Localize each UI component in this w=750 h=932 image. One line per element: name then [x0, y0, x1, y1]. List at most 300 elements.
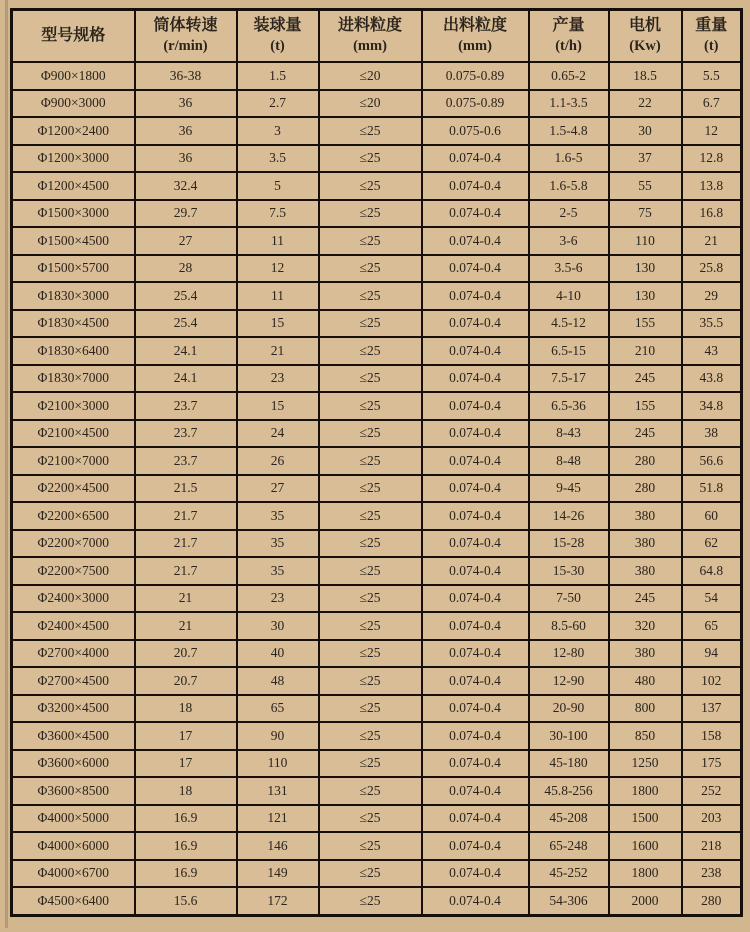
table-cell: ≤25 — [319, 365, 422, 393]
table-cell: ≤25 — [319, 612, 422, 640]
table-cell: 155 — [609, 310, 682, 338]
table-cell: 24.1 — [135, 365, 237, 393]
table-row — [12, 667, 742, 695]
table-cell: ≤25 — [319, 805, 422, 833]
table-row — [12, 805, 742, 833]
table-cell: 238 — [682, 860, 742, 888]
column-header-discharge-size — [422, 10, 529, 63]
table-cell: 0.075-0.89 — [422, 90, 529, 118]
table-row — [12, 722, 742, 750]
table-cell: 25.4 — [135, 310, 237, 338]
table-cell: 23 — [237, 365, 319, 393]
table-cell: 0.074-0.4 — [422, 392, 529, 420]
table-cell: ≤25 — [319, 777, 422, 805]
table-cell: Φ1830×6400 — [12, 337, 135, 365]
table-cell: 20.7 — [135, 667, 237, 695]
table-cell: ≤25 — [319, 750, 422, 778]
table-cell: 245 — [609, 365, 682, 393]
table-cell: 45-208 — [529, 805, 609, 833]
table-cell: 0.074-0.4 — [422, 310, 529, 338]
table-cell: 121 — [237, 805, 319, 833]
table-cell: 21 — [135, 585, 237, 613]
column-header-motor — [609, 10, 682, 63]
table-cell: 280 — [682, 887, 742, 915]
table-row — [12, 750, 742, 778]
table-cell: 0.074-0.4 — [422, 172, 529, 200]
table-row — [12, 310, 742, 338]
table-cell: ≤25 — [319, 200, 422, 228]
table-cell: 12.8 — [682, 145, 742, 173]
table-cell: 45-252 — [529, 860, 609, 888]
table-cell: ≤25 — [319, 722, 422, 750]
table-cell: Φ1200×2400 — [12, 117, 135, 145]
table-cell: 16.9 — [135, 805, 237, 833]
table-cell: 60 — [682, 502, 742, 530]
table-row — [12, 200, 742, 228]
table-cell: 1.6-5 — [529, 145, 609, 173]
table-cell: ≤25 — [319, 392, 422, 420]
table-cell: 0.074-0.4 — [422, 860, 529, 888]
table-row — [12, 392, 742, 420]
table-cell: 8-48 — [529, 447, 609, 475]
table-cell: Φ1830×3000 — [12, 282, 135, 310]
table-cell: 18 — [135, 777, 237, 805]
table-cell: 0.074-0.4 — [422, 365, 529, 393]
table-cell: 320 — [609, 612, 682, 640]
table-cell: ≤25 — [319, 887, 422, 915]
table-cell: Φ3600×8500 — [12, 777, 135, 805]
table-cell: 13.8 — [682, 172, 742, 200]
table-cell: 6.7 — [682, 90, 742, 118]
table-cell: 0.074-0.4 — [422, 777, 529, 805]
table-row — [12, 172, 742, 200]
table-cell: 18.5 — [609, 62, 682, 90]
table-cell: 480 — [609, 667, 682, 695]
spec-table-header — [12, 10, 742, 63]
table-cell: 137 — [682, 695, 742, 723]
table-row — [12, 255, 742, 283]
table-cell: 5 — [237, 172, 319, 200]
table-cell: Φ3600×6000 — [12, 750, 135, 778]
table-cell: 0.074-0.4 — [422, 612, 529, 640]
table-cell: Φ4000×6700 — [12, 860, 135, 888]
table-cell: ≤25 — [319, 172, 422, 200]
table-cell: 0.65-2 — [529, 62, 609, 90]
table-cell: 30 — [609, 117, 682, 145]
table-cell: 37 — [609, 145, 682, 173]
table-cell: 12 — [682, 117, 742, 145]
table-cell: 35 — [237, 530, 319, 558]
column-header-feed-size — [319, 10, 422, 63]
table-cell: 380 — [609, 530, 682, 558]
table-cell: 1.1-3.5 — [529, 90, 609, 118]
table-cell: 12 — [237, 255, 319, 283]
table-cell: 3.5-6 — [529, 255, 609, 283]
table-row — [12, 585, 742, 613]
table-cell: 1500 — [609, 805, 682, 833]
table-cell: Φ2200×6500 — [12, 502, 135, 530]
column-header-title: 型号规格 — [41, 27, 106, 45]
table-row — [12, 420, 742, 448]
table-row — [12, 365, 742, 393]
table-cell: Φ2400×3000 — [12, 585, 135, 613]
table-cell: 64.8 — [682, 557, 742, 585]
table-cell: 7.5 — [237, 200, 319, 228]
table-cell: ≤25 — [319, 145, 422, 173]
table-cell: Φ3200×4500 — [12, 695, 135, 723]
table-cell: 0.074-0.4 — [422, 227, 529, 255]
table-cell: 3-6 — [529, 227, 609, 255]
table-cell: Φ4000×6000 — [12, 832, 135, 860]
table-cell: ≤25 — [319, 337, 422, 365]
table-cell: 0.074-0.4 — [422, 337, 529, 365]
table-cell: Φ1500×5700 — [12, 255, 135, 283]
table-row — [12, 337, 742, 365]
table-row — [12, 447, 742, 475]
table-cell: Φ4000×5000 — [12, 805, 135, 833]
column-header-title: 出料粒度 — [442, 17, 507, 35]
table-cell: Φ900×1800 — [12, 62, 135, 90]
table-cell: 172 — [237, 887, 319, 915]
table-cell: 45.8-256 — [529, 777, 609, 805]
table-cell: 48 — [237, 667, 319, 695]
table-cell: 3 — [237, 117, 319, 145]
table-cell: 102 — [682, 667, 742, 695]
table-cell: ≤25 — [319, 502, 422, 530]
table-cell: 4.5-12 — [529, 310, 609, 338]
table-cell: 36 — [135, 90, 237, 118]
table-cell: 380 — [609, 557, 682, 585]
table-cell: ≤25 — [319, 695, 422, 723]
table-cell: 203 — [682, 805, 742, 833]
table-row — [12, 557, 742, 585]
table-cell: ≤20 — [319, 90, 422, 118]
table-cell: 0.074-0.4 — [422, 805, 529, 833]
table-cell: ≤25 — [319, 310, 422, 338]
table-cell: 0.074-0.4 — [422, 420, 529, 448]
table-cell: 380 — [609, 640, 682, 668]
table-cell: 16.8 — [682, 200, 742, 228]
table-cell: Φ2700×4000 — [12, 640, 135, 668]
table-cell: 23.7 — [135, 420, 237, 448]
table-cell: 175 — [682, 750, 742, 778]
table-cell: ≤25 — [319, 117, 422, 145]
table-cell: 55 — [609, 172, 682, 200]
table-row — [12, 145, 742, 173]
table-cell: 20-90 — [529, 695, 609, 723]
table-cell: 20.7 — [135, 640, 237, 668]
table-cell: ≤25 — [319, 227, 422, 255]
table-cell: ≤25 — [319, 255, 422, 283]
table-cell: 0.074-0.4 — [422, 887, 529, 915]
table-cell: 149 — [237, 860, 319, 888]
table-cell: 17 — [135, 750, 237, 778]
table-cell: 11 — [237, 227, 319, 255]
table-cell: Φ1500×4500 — [12, 227, 135, 255]
table-cell: 21 — [135, 612, 237, 640]
table-cell: ≤25 — [319, 530, 422, 558]
column-header-unit: (Kw) — [629, 38, 661, 55]
table-cell: 252 — [682, 777, 742, 805]
table-row — [12, 530, 742, 558]
column-header-unit: (r/min) — [163, 38, 208, 55]
table-cell: Φ2100×7000 — [12, 447, 135, 475]
table-cell: ≤25 — [319, 282, 422, 310]
table-cell: ≤25 — [319, 475, 422, 503]
table-cell: 26 — [237, 447, 319, 475]
table-cell: 43.8 — [682, 365, 742, 393]
table-cell: 280 — [609, 447, 682, 475]
table-row — [12, 62, 742, 90]
table-cell: ≤25 — [319, 640, 422, 668]
table-cell: Φ900×3000 — [12, 90, 135, 118]
table-cell: 1800 — [609, 777, 682, 805]
table-cell: ≤25 — [319, 860, 422, 888]
column-header-unit: (t) — [270, 38, 285, 55]
table-cell: 146 — [237, 832, 319, 860]
table-cell: 65 — [682, 612, 742, 640]
column-header-title: 筒体转速 — [153, 17, 218, 35]
table-cell: Φ2200×4500 — [12, 475, 135, 503]
table-cell: 27 — [135, 227, 237, 255]
table-cell: 15.6 — [135, 887, 237, 915]
table-cell: 30-100 — [529, 722, 609, 750]
table-cell: 28 — [135, 255, 237, 283]
table-cell: 15 — [237, 310, 319, 338]
table-cell: 158 — [682, 722, 742, 750]
table-cell: 210 — [609, 337, 682, 365]
table-cell: 62 — [682, 530, 742, 558]
table-cell: 38 — [682, 420, 742, 448]
table-cell: Φ1200×3000 — [12, 145, 135, 173]
table-cell: 27 — [237, 475, 319, 503]
table-cell: Φ2100×3000 — [12, 392, 135, 420]
table-cell: 36 — [135, 145, 237, 173]
table-cell: 21 — [682, 227, 742, 255]
table-cell: 3.5 — [237, 145, 319, 173]
table-cell: 29.7 — [135, 200, 237, 228]
table-row — [12, 90, 742, 118]
table-cell: 155 — [609, 392, 682, 420]
table-cell: 0.074-0.4 — [422, 832, 529, 860]
table-cell: Φ1500×3000 — [12, 200, 135, 228]
table-row — [12, 475, 742, 503]
table-cell: 36-38 — [135, 62, 237, 90]
table-cell: 15-30 — [529, 557, 609, 585]
column-header-model — [12, 10, 135, 63]
table-cell: 0.075-0.89 — [422, 62, 529, 90]
table-cell: 1600 — [609, 832, 682, 860]
table-cell: Φ3600×4500 — [12, 722, 135, 750]
table-cell: 21.7 — [135, 530, 237, 558]
header-row — [12, 10, 742, 63]
table-cell: 9-45 — [529, 475, 609, 503]
table-cell: 280 — [609, 475, 682, 503]
table-cell: 25.8 — [682, 255, 742, 283]
table-cell: 24 — [237, 420, 319, 448]
table-cell: 30 — [237, 612, 319, 640]
table-cell: 23.7 — [135, 447, 237, 475]
table-cell: 8-43 — [529, 420, 609, 448]
column-header-title: 进料粒度 — [337, 17, 402, 35]
table-cell: 21.7 — [135, 502, 237, 530]
spec-table — [10, 8, 743, 917]
table-cell: 54 — [682, 585, 742, 613]
table-cell: 40 — [237, 640, 319, 668]
table-cell: 6.5-15 — [529, 337, 609, 365]
table-row — [12, 502, 742, 530]
table-cell: 0.074-0.4 — [422, 750, 529, 778]
table-cell: 36 — [135, 117, 237, 145]
table-cell: 35 — [237, 557, 319, 585]
table-cell: ≤25 — [319, 557, 422, 585]
column-header-unit: (t/h) — [555, 38, 582, 55]
table-cell: 4-10 — [529, 282, 609, 310]
table-cell: 23.7 — [135, 392, 237, 420]
table-cell: 21.7 — [135, 557, 237, 585]
column-header-title: 电机 — [628, 17, 661, 35]
table-cell: 45-180 — [529, 750, 609, 778]
table-cell: 218 — [682, 832, 742, 860]
table-cell: 130 — [609, 255, 682, 283]
table-cell: ≤25 — [319, 447, 422, 475]
table-cell: 2.7 — [237, 90, 319, 118]
table-cell: 15 — [237, 392, 319, 420]
table-cell: 94 — [682, 640, 742, 668]
table-cell: 15-28 — [529, 530, 609, 558]
table-cell: 131 — [237, 777, 319, 805]
table-cell: 0.074-0.4 — [422, 282, 529, 310]
table-cell: 1.5 — [237, 62, 319, 90]
table-row — [12, 282, 742, 310]
table-cell: 17 — [135, 722, 237, 750]
table-cell: 0.074-0.4 — [422, 585, 529, 613]
table-row — [12, 695, 742, 723]
table-cell: 1.6-5.8 — [529, 172, 609, 200]
table-cell: ≤25 — [319, 832, 422, 860]
table-row — [12, 227, 742, 255]
table-cell: 90 — [237, 722, 319, 750]
table-cell: 16.9 — [135, 832, 237, 860]
table-cell: 0.074-0.4 — [422, 722, 529, 750]
table-cell: 14-26 — [529, 502, 609, 530]
table-cell: 0.074-0.4 — [422, 667, 529, 695]
table-cell: 12-90 — [529, 667, 609, 695]
table-cell: 35 — [237, 502, 319, 530]
table-cell: 65-248 — [529, 832, 609, 860]
table-cell: 245 — [609, 585, 682, 613]
table-cell: 380 — [609, 502, 682, 530]
table-cell: Φ1200×4500 — [12, 172, 135, 200]
table-cell: 1800 — [609, 860, 682, 888]
table-cell: Φ2400×4500 — [12, 612, 135, 640]
column-header-title: 产量 — [552, 17, 585, 35]
column-header-title: 装球量 — [253, 17, 302, 35]
table-row — [12, 887, 742, 915]
table-cell: 130 — [609, 282, 682, 310]
table-cell: 21.5 — [135, 475, 237, 503]
table-cell: ≤25 — [319, 420, 422, 448]
table-cell: 56.6 — [682, 447, 742, 475]
table-cell: Φ2700×4500 — [12, 667, 135, 695]
table-cell: 0.075-0.6 — [422, 117, 529, 145]
column-header-cylinder-speed — [135, 10, 237, 63]
table-cell: 54-306 — [529, 887, 609, 915]
table-cell: 0.074-0.4 — [422, 145, 529, 173]
table-cell: ≤20 — [319, 62, 422, 90]
table-cell: 21 — [237, 337, 319, 365]
column-header-unit: (mm) — [353, 38, 387, 55]
table-cell: 7-50 — [529, 585, 609, 613]
table-cell: 0.074-0.4 — [422, 695, 529, 723]
table-row — [12, 640, 742, 668]
table-row — [12, 612, 742, 640]
table-cell: Φ2200×7500 — [12, 557, 135, 585]
column-header-unit: (t) — [704, 38, 719, 55]
table-cell: 2-5 — [529, 200, 609, 228]
table-cell: 7.5-17 — [529, 365, 609, 393]
column-header-title: 重量 — [695, 17, 728, 35]
table-cell: ≤25 — [319, 667, 422, 695]
column-header-weight — [682, 10, 742, 63]
table-row — [12, 860, 742, 888]
table-cell: Φ2200×7000 — [12, 530, 135, 558]
table-cell: 25.4 — [135, 282, 237, 310]
table-cell: 0.074-0.4 — [422, 502, 529, 530]
table-cell: 6.5-36 — [529, 392, 609, 420]
table-cell: 0.074-0.4 — [422, 530, 529, 558]
table-cell: 11 — [237, 282, 319, 310]
table-cell: 23 — [237, 585, 319, 613]
table-cell: 800 — [609, 695, 682, 723]
table-cell: 75 — [609, 200, 682, 228]
table-cell: ≤25 — [319, 585, 422, 613]
table-cell: 110 — [237, 750, 319, 778]
table-cell: 1.5-4.8 — [529, 117, 609, 145]
table-cell: 0.074-0.4 — [422, 475, 529, 503]
table-cell: 0.074-0.4 — [422, 255, 529, 283]
table-row — [12, 117, 742, 145]
table-cell: 12-80 — [529, 640, 609, 668]
table-cell: 110 — [609, 227, 682, 255]
table-cell: Φ2100×4500 — [12, 420, 135, 448]
table-cell: 850 — [609, 722, 682, 750]
table-cell: 5.5 — [682, 62, 742, 90]
table-cell: 29 — [682, 282, 742, 310]
table-cell: 0.074-0.4 — [422, 447, 529, 475]
table-cell: 0.074-0.4 — [422, 640, 529, 668]
table-cell: 51.8 — [682, 475, 742, 503]
table-cell: 8.5-60 — [529, 612, 609, 640]
table-cell: Φ1830×4500 — [12, 310, 135, 338]
column-header-capacity — [529, 10, 609, 63]
table-row — [12, 832, 742, 860]
table-cell: 22 — [609, 90, 682, 118]
page-edge-shadow — [5, 0, 8, 928]
table-cell: 2000 — [609, 887, 682, 915]
table-cell: Φ1830×7000 — [12, 365, 135, 393]
table-cell: 32.4 — [135, 172, 237, 200]
table-cell: 24.1 — [135, 337, 237, 365]
table-cell: 18 — [135, 695, 237, 723]
table-cell: 1250 — [609, 750, 682, 778]
table-cell: 65 — [237, 695, 319, 723]
table-cell: Φ4500×6400 — [12, 887, 135, 915]
table-row — [12, 777, 742, 805]
table-cell: 0.074-0.4 — [422, 557, 529, 585]
table-cell: 0.074-0.4 — [422, 200, 529, 228]
table-cell: 35.5 — [682, 310, 742, 338]
